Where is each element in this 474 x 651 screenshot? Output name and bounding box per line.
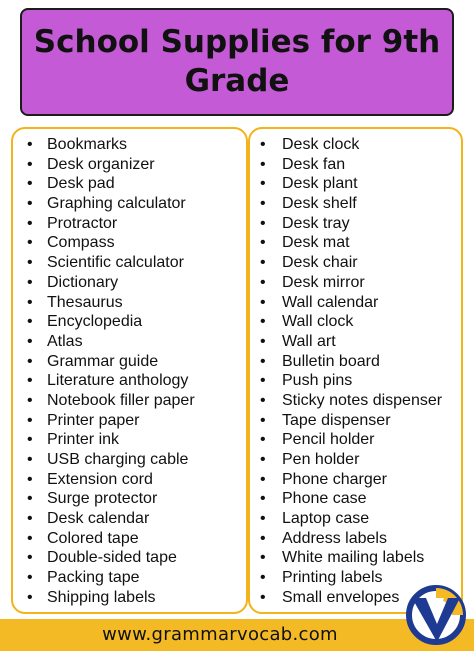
right-supplies-list	[250, 129, 461, 608]
list-item: • Packing tape	[13, 568, 246, 588]
list-item: • Printer paper	[13, 411, 246, 431]
list-item: • Compass	[13, 233, 246, 253]
left-supplies-list	[13, 129, 246, 608]
list-item: • Desk mat	[250, 233, 461, 253]
list-item: • USB charging cable	[13, 450, 246, 470]
list-item: • Shipping labels	[13, 588, 246, 608]
list-item: • Desk chair	[250, 253, 461, 273]
footer-bar	[0, 619, 474, 651]
left-list-panel	[11, 127, 248, 614]
list-item: • Surge protector	[13, 489, 246, 509]
list-item: • Sticky notes dispenser	[250, 391, 461, 411]
list-item: • Laptop case	[250, 509, 461, 529]
list-item: • Wall calendar	[250, 293, 461, 313]
list-item: • Scientific calculator	[13, 253, 246, 273]
list-item: • Desk organizer	[13, 155, 246, 175]
footer-url[interactable]: www.grammarvocab.com	[102, 624, 338, 645]
list-item: • Small envelopes	[250, 588, 461, 608]
grammarvocab-v-logo-icon	[406, 584, 466, 646]
list-item: • Phone charger	[250, 470, 461, 490]
list-item: • Desk mirror	[250, 273, 461, 293]
list-item: • Push pins	[250, 371, 461, 391]
list-item: • Printer ink	[13, 430, 246, 450]
list-item: • Grammar guide	[13, 352, 246, 372]
list-item: • Desk plant	[250, 174, 461, 194]
list-item: • Protractor	[13, 214, 246, 234]
list-item: • Graphing calculator	[13, 194, 246, 214]
list-item: • Bulletin board	[250, 352, 461, 372]
right-list-panel	[248, 127, 463, 614]
list-item: • Desk calendar	[13, 509, 246, 529]
list-item: • Extension cord	[13, 470, 246, 490]
list-item: • Desk pad	[13, 174, 246, 194]
list-item: • Desk clock	[250, 135, 461, 155]
page-title: School Supplies for 9th Grade	[33, 24, 441, 99]
list-item: • Double-sided tape	[13, 548, 246, 568]
list-item: • Printing labels	[250, 568, 461, 588]
list-item: • Desk tray	[250, 214, 461, 234]
list-item: • Atlas	[13, 332, 246, 352]
list-item: • Wall clock	[250, 312, 461, 332]
list-item: • Encyclopedia	[13, 312, 246, 332]
list-item: • White mailing labels	[250, 548, 461, 568]
list-item: • Thesaurus	[13, 293, 246, 313]
list-item: • Desk shelf	[250, 194, 461, 214]
list-item: • Wall art	[250, 332, 461, 352]
list-item: • Pen holder	[250, 450, 461, 470]
list-item: • Tape dispenser	[250, 411, 461, 431]
list-item: • Colored tape	[13, 529, 246, 549]
title-banner	[20, 8, 454, 116]
list-item: • Pencil holder	[250, 430, 461, 450]
list-item: • Notebook filler paper	[13, 391, 246, 411]
list-item: • Phone case	[250, 489, 461, 509]
list-item: • Desk fan	[250, 155, 461, 175]
list-item: • Bookmarks	[13, 135, 246, 155]
list-item: • Dictionary	[13, 273, 246, 293]
list-item: • Address labels	[250, 529, 461, 549]
list-item: • Literature anthology	[13, 371, 246, 391]
